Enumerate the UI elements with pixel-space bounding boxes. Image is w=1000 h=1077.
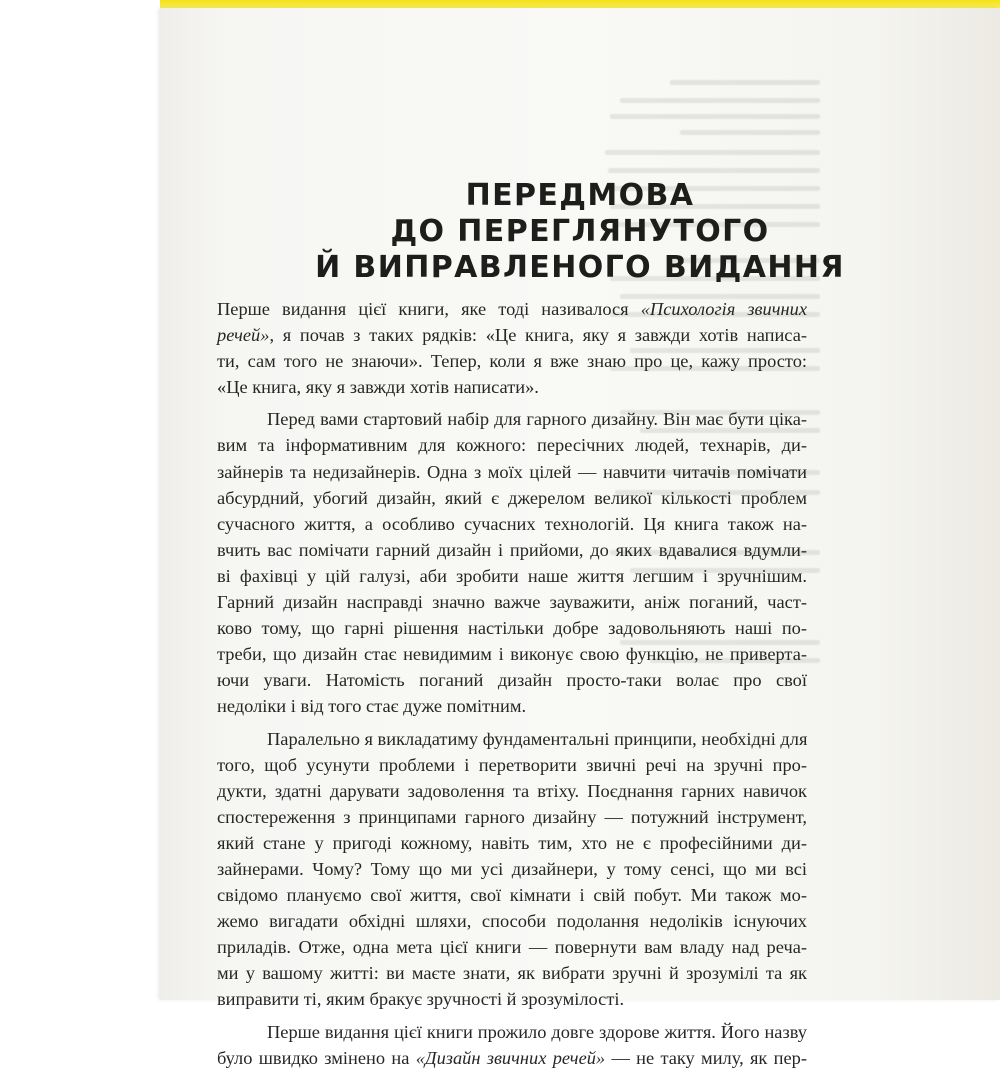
- text-line: жемо вигадати обхідні шляхи, способи подолання недоліків існуючих: [217, 911, 807, 932]
- text-line: ково тому, що гарні рішення настільки добре задовольняють наші по-: [217, 618, 807, 639]
- text-line: зайнерами. Чому? Тому що ми усі дизайнери, у тому сенсі, що ми всі: [217, 858, 807, 879]
- text-line: зайнерів та недизайнерів. Одна з моїх цілей — навчити читачів помічати: [217, 461, 807, 482]
- text-line: «Це книга, яку я завжди хотів написати».: [217, 377, 539, 398]
- text-line: вим та інформативним для кожного: пересічних людей, технарів, ди-: [217, 435, 807, 456]
- text-line: [217, 1045, 807, 1071]
- paragraph: [217, 726, 807, 1013]
- text-line: дукти, здатні дарувати задоволення та втіху. Поєднання гарних навичок: [217, 780, 807, 801]
- text-line: абсурдний, убогий дизайн, який є джерелом великої кількості проблем: [217, 487, 807, 508]
- text-line: [217, 296, 807, 322]
- text-line: Перед вами стартовий набір для гарного дизайну. Він має бути ціка-: [267, 409, 807, 430]
- body-text: [217, 296, 807, 1077]
- text-line: ми у вашому житті: ви маєте знати, як вибрати зручні й зрозумілі та як: [217, 963, 807, 984]
- text-line: того, щоб усунути проблеми і перетворити звичні речі на зручні про-: [217, 754, 807, 775]
- title-line: ДО ПЕРЕГЛЯНУТОГО: [390, 214, 770, 249]
- text-run: , я почав з таких рядків: «Це книга, яку я завжди хотів написа-: [269, 325, 807, 346]
- text-line: який стане у пригоді кожному, навіть тим, хто не є професійними ди-: [217, 832, 807, 853]
- page-title: [160, 178, 1000, 286]
- text-line: недоліки і від того стає дуже помітним.: [217, 696, 527, 717]
- text-line: Паралельно я викладатиму фундаментальні принципи, необхідні для: [267, 728, 808, 749]
- text-run: Перше видання цієї книги, яке тоді називалося: [217, 299, 641, 319]
- text-line: Перше видання цієї книги прожило довге здорове життя. Його назву: [267, 1021, 807, 1042]
- text-run: — не таку милу, як пер-: [605, 1047, 807, 1068]
- text-line: [217, 322, 807, 348]
- paragraph: [217, 406, 807, 719]
- text-line: свідомо плануємо свої життя, свої кімнати і свій побут. Ми також мо-: [217, 885, 807, 906]
- text-line: виправити ті, яким бракує зручності й зрозумілості.: [217, 989, 625, 1010]
- text-line: ючи уваги. Натомість поганий дизайн просто-таки волає про свої: [217, 670, 807, 691]
- text-line: треби, що дизайн стає невидимим і виконує свою функцію, не приверта-: [217, 644, 807, 665]
- book-title-italic: речей»: [217, 325, 270, 346]
- text-line: ві фахівці у цій галузі, аби зробити наше життя легшим і зручнішим.: [217, 565, 807, 586]
- text-line: вчить вас помічати гарний дизайн і прийоми, до яких вдавалися вдумли-: [217, 539, 807, 560]
- book-title-italic: «Психологія звичних: [640, 299, 807, 319]
- title-line: Й ВИПРАВЛЕНОГО ВИДАННЯ: [315, 250, 845, 285]
- text-line: спостереження з принципами гарного дизайну — потужний інструмент,: [217, 806, 807, 827]
- text-run: було швидко змінено на: [217, 1047, 416, 1068]
- text-line: сучасного життя, а особливо сучасних технологій. Ця книга також на-: [217, 513, 807, 534]
- paragraph: [217, 1019, 807, 1071]
- text-line: ти, сам того не знаючи». Тепер, коли я вже знаю про це, кажу просто:: [217, 351, 807, 372]
- title-line: ПЕРЕДМОВА: [465, 178, 695, 213]
- text-line: Гарний дизайн насправді значно важче зауважити, аніж поганий, част-: [217, 592, 807, 613]
- text-line: приладів. Отже, одна мета цієї книги — повернути вам владу над реча-: [217, 937, 807, 958]
- paragraph: [217, 296, 807, 400]
- book-title-italic: «Дизайн звичних речей»: [415, 1047, 606, 1068]
